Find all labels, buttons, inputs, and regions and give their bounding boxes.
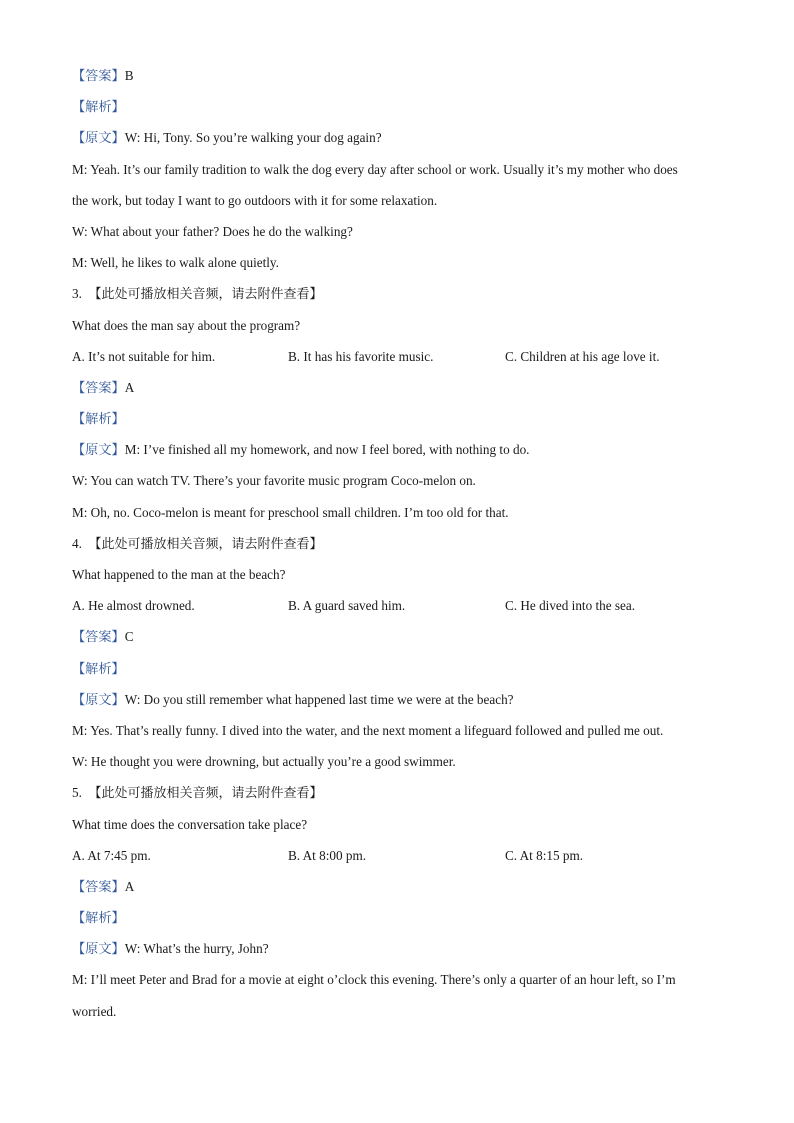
option-c: C. He dived into the sea. — [505, 598, 636, 614]
analysis-label-q3: 【解析】 — [72, 411, 125, 427]
transcript-line: M: Yeah. It’s our family tradition to walk the dog every day after school or work. Usually it’s my mother who does — [72, 161, 678, 177]
audio-note: 【此处可播放相关音频，请去附件查看】 — [88, 287, 323, 303]
question-text-q4: What happened to the man at the beach? — [72, 567, 286, 582]
option-a: A. It’s not suitable for him. — [72, 348, 216, 364]
question-text-q3: What does the man say about the program? — [72, 317, 301, 333]
answer-line-q3: 【答案】A — [72, 379, 135, 395]
options-q3 — [72, 341, 732, 372]
document-page — [72, 60, 732, 1027]
option-c: C. At 8:15 pm. — [505, 847, 584, 863]
options-q5 — [72, 840, 732, 871]
option-b: B. A guard saved him. — [288, 598, 406, 614]
question-heading-q5: 5. 【此处可播放相关音频，请去附件查看】 — [72, 785, 323, 802]
option-a: A. He almost drowned. — [72, 598, 195, 614]
analysis-label-q4: 【解析】 — [72, 660, 125, 676]
question-text-q5: What time does the conversation take place? — [72, 816, 308, 832]
audio-note: 【此处可播放相关音频，请去附件查看】 — [88, 786, 323, 802]
transcript-line: W: You can watch TV. There’s your favorite music program Coco-melon on. — [72, 473, 476, 489]
answer-line-q2: 【答案】B — [72, 68, 134, 83]
transcript-line: 【原文】W: Do you still remember what happened last time we were at the beach? — [72, 691, 514, 707]
transcript-line: M: Yes. That’s really funny. I dived into the water, and the next moment a lifeguard followed and pulled me out. — [72, 722, 664, 738]
transcript-line: M: Oh, no. Coco-melon is meant for preschool small children. I’m too old for that. — [72, 504, 509, 520]
option-b: B. At 8:00 pm. — [288, 847, 367, 863]
transcript-line: W: He thought you were drowning, but actually you’re a good swimmer. — [72, 754, 456, 770]
question-heading-q3: 3. 【此处可播放相关音频，请去附件查看】 — [72, 286, 323, 303]
transcript-line: worried. — [72, 1003, 117, 1019]
options-q4 — [72, 590, 732, 621]
analysis-label-q5: 【解析】 — [72, 910, 125, 926]
transcript-line: the work, but today I want to go outdoors with it for some relaxation. — [72, 192, 438, 208]
transcript-line: M: Well, he likes to walk alone quietly. — [72, 255, 279, 271]
transcript-line: W: What about your father? Does he do the walking? — [72, 223, 353, 239]
question-heading-q4: 4. 【此处可播放相关音频，请去附件查看】 — [72, 535, 323, 552]
answer-line-q5: 【答案】A — [72, 878, 135, 894]
option-b: B. It has his favorite music. — [288, 348, 434, 364]
option-a: A. At 7:45 pm. — [72, 847, 151, 863]
transcript-line: 【原文】W: What’s the hurry, John? — [72, 941, 269, 957]
transcript-line: 【原文】W: Hi, Tony. So you’re walking your dog again? — [72, 130, 382, 146]
transcript-line: 【原文】M: I’ve finished all my homework, and now I feel bored, with nothing to do. — [72, 442, 530, 458]
audio-note: 【此处可播放相关音频，请去附件查看】 — [88, 536, 323, 552]
answer-line-q4: 【答案】C — [72, 629, 134, 645]
transcript-line: M: I’ll meet Peter and Brad for a movie at eight o’clock this evening. There’s only a quarter of an hour left, so I’m — [72, 972, 676, 988]
analysis-label-q2: 【解析】 — [72, 99, 125, 115]
option-c: C. Children at his age love it. — [505, 348, 660, 364]
